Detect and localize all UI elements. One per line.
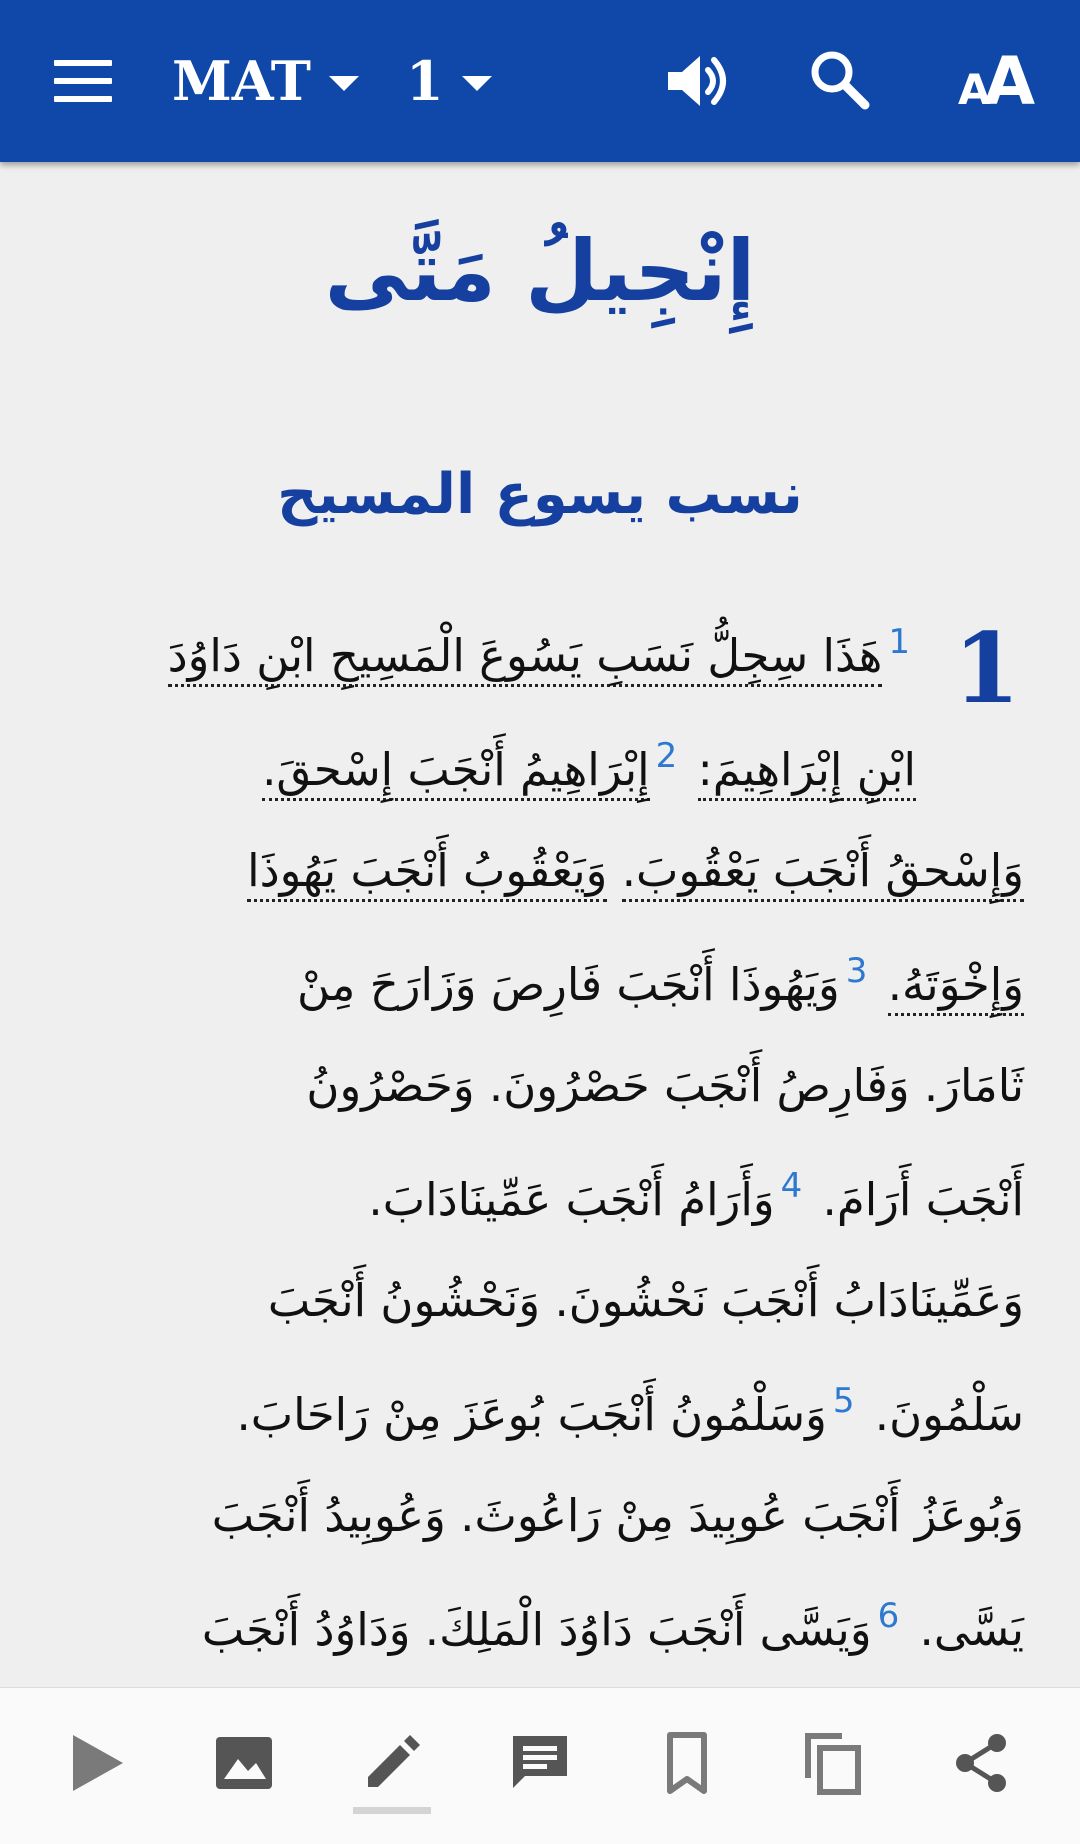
verse-text[interactable]: وَيَهُوذَا أَنْجَبَ فَارِصَ وَزَارَحَ مِنْ <box>297 958 840 1011</box>
verse-number[interactable]: 6 <box>877 1596 900 1636</box>
verse-text[interactable]: وَبُوعَزُ أَنْجَبَ عُوبِيدَ مِنْ رَاعُوثَ. وَعُوبِيدُ أَنْجَبَ <box>211 1489 1024 1542</box>
comment-icon[interactable] <box>495 1718 585 1808</box>
verse-number[interactable]: 4 <box>780 1166 803 1206</box>
highlighted-verse[interactable]: وَإِسْحقُ أَنْجَبَ يَعْقُوبَ. <box>622 844 1024 902</box>
chapter-number: 1 <box>953 612 1020 725</box>
verse-text[interactable]: ثَامَارَ. وَفَارِصُ أَنْجَبَ حَصْرُونَ. وَحَصْرُونُ <box>306 1059 1024 1112</box>
text-size-icon[interactable] <box>958 43 1038 120</box>
chapter-label: 1 <box>406 49 444 113</box>
menu-icon[interactable] <box>54 60 112 102</box>
top-app-bar <box>0 0 1080 162</box>
verse-text[interactable]: وَيَسَّى أَنْجَبَ دَاوُدَ الْمَلِكَ. وَدَاوُدُ أَنْجَبَ <box>201 1603 872 1656</box>
verse-number[interactable]: 1 <box>888 622 910 662</box>
verse-number[interactable]: 2 <box>655 736 678 776</box>
play-icon[interactable] <box>52 1718 142 1808</box>
verse-text[interactable]: أَنْجَبَ أَرَامَ. <box>822 1173 1024 1226</box>
section-heading: نسب يسوع المسيح <box>277 462 803 527</box>
verse-text[interactable]: سَلْمُونَ. <box>874 1388 1024 1441</box>
verse-number[interactable]: 3 <box>845 951 868 991</box>
text-line <box>62 1351 1024 1465</box>
text-line <box>62 706 1024 820</box>
text-line <box>62 1136 1024 1250</box>
chapter-selector[interactable] <box>406 44 492 118</box>
text-line <box>62 1566 1024 1680</box>
text-line <box>62 1035 1024 1136</box>
reading-pane[interactable] <box>0 162 1080 1687</box>
bookmark-icon[interactable] <box>642 1718 732 1808</box>
highlighted-verse[interactable]: ابْنِ إِبْرَاهِيمَ: <box>698 743 916 801</box>
volume-icon[interactable] <box>666 52 736 110</box>
svg-text:A: A <box>958 65 991 114</box>
text-line <box>62 820 1024 921</box>
scripture-text <box>62 592 1024 1781</box>
svg-text:A: A <box>984 43 1036 120</box>
bottom-toolbar <box>0 1687 1080 1844</box>
text-line <box>62 1250 1024 1351</box>
verse-text[interactable]: وَسَلْمُونُ أَنْجَبَ بُوعَزَ مِنْ رَاحَابَ. <box>236 1388 827 1441</box>
share-icon[interactable] <box>936 1718 1026 1808</box>
verse-text[interactable]: يَسَّى. <box>919 1603 1024 1656</box>
verse-number[interactable]: 5 <box>832 1381 855 1421</box>
text-line <box>62 592 1024 706</box>
verse-text[interactable]: وَأَرَامُ أَنْجَبَ عَمِّينَادَابَ. <box>368 1173 775 1226</box>
pencil-icon[interactable] <box>347 1718 437 1808</box>
chevron-down-icon <box>462 76 492 91</box>
verse-text[interactable]: وَعَمِّينَادَابُ أَنْجَبَ نَحْشُونَ. وَنَحْشُونُ أَنْجَبَ <box>267 1274 1024 1327</box>
copy-icon[interactable] <box>788 1718 878 1808</box>
highlighted-verse[interactable]: وَيَعْقُوبُ أَنْجَبَ يَهُوذَا <box>247 844 607 902</box>
search-icon[interactable] <box>808 48 870 110</box>
highlighted-verse[interactable]: وَإِخْوَتَهُ. <box>888 958 1024 1016</box>
book-title: إِنْجِيلُ مَتَّى <box>324 222 756 320</box>
chevron-down-icon <box>329 76 359 91</box>
book-label: MAT <box>172 49 311 113</box>
book-selector[interactable] <box>172 44 359 118</box>
highlighted-verse[interactable]: هَذَا سِجِلُّ نَسَبِ يَسُوعَ الْمَسِيحِ ابْنِ دَاوُدَ <box>168 629 883 687</box>
text-line <box>62 921 1024 1035</box>
highlighted-verse[interactable]: إِبْرَاهِيمُ أَنْجَبَ إِسْحقَ. <box>262 743 650 801</box>
image-icon[interactable] <box>199 1718 289 1808</box>
text-line <box>62 1465 1024 1566</box>
